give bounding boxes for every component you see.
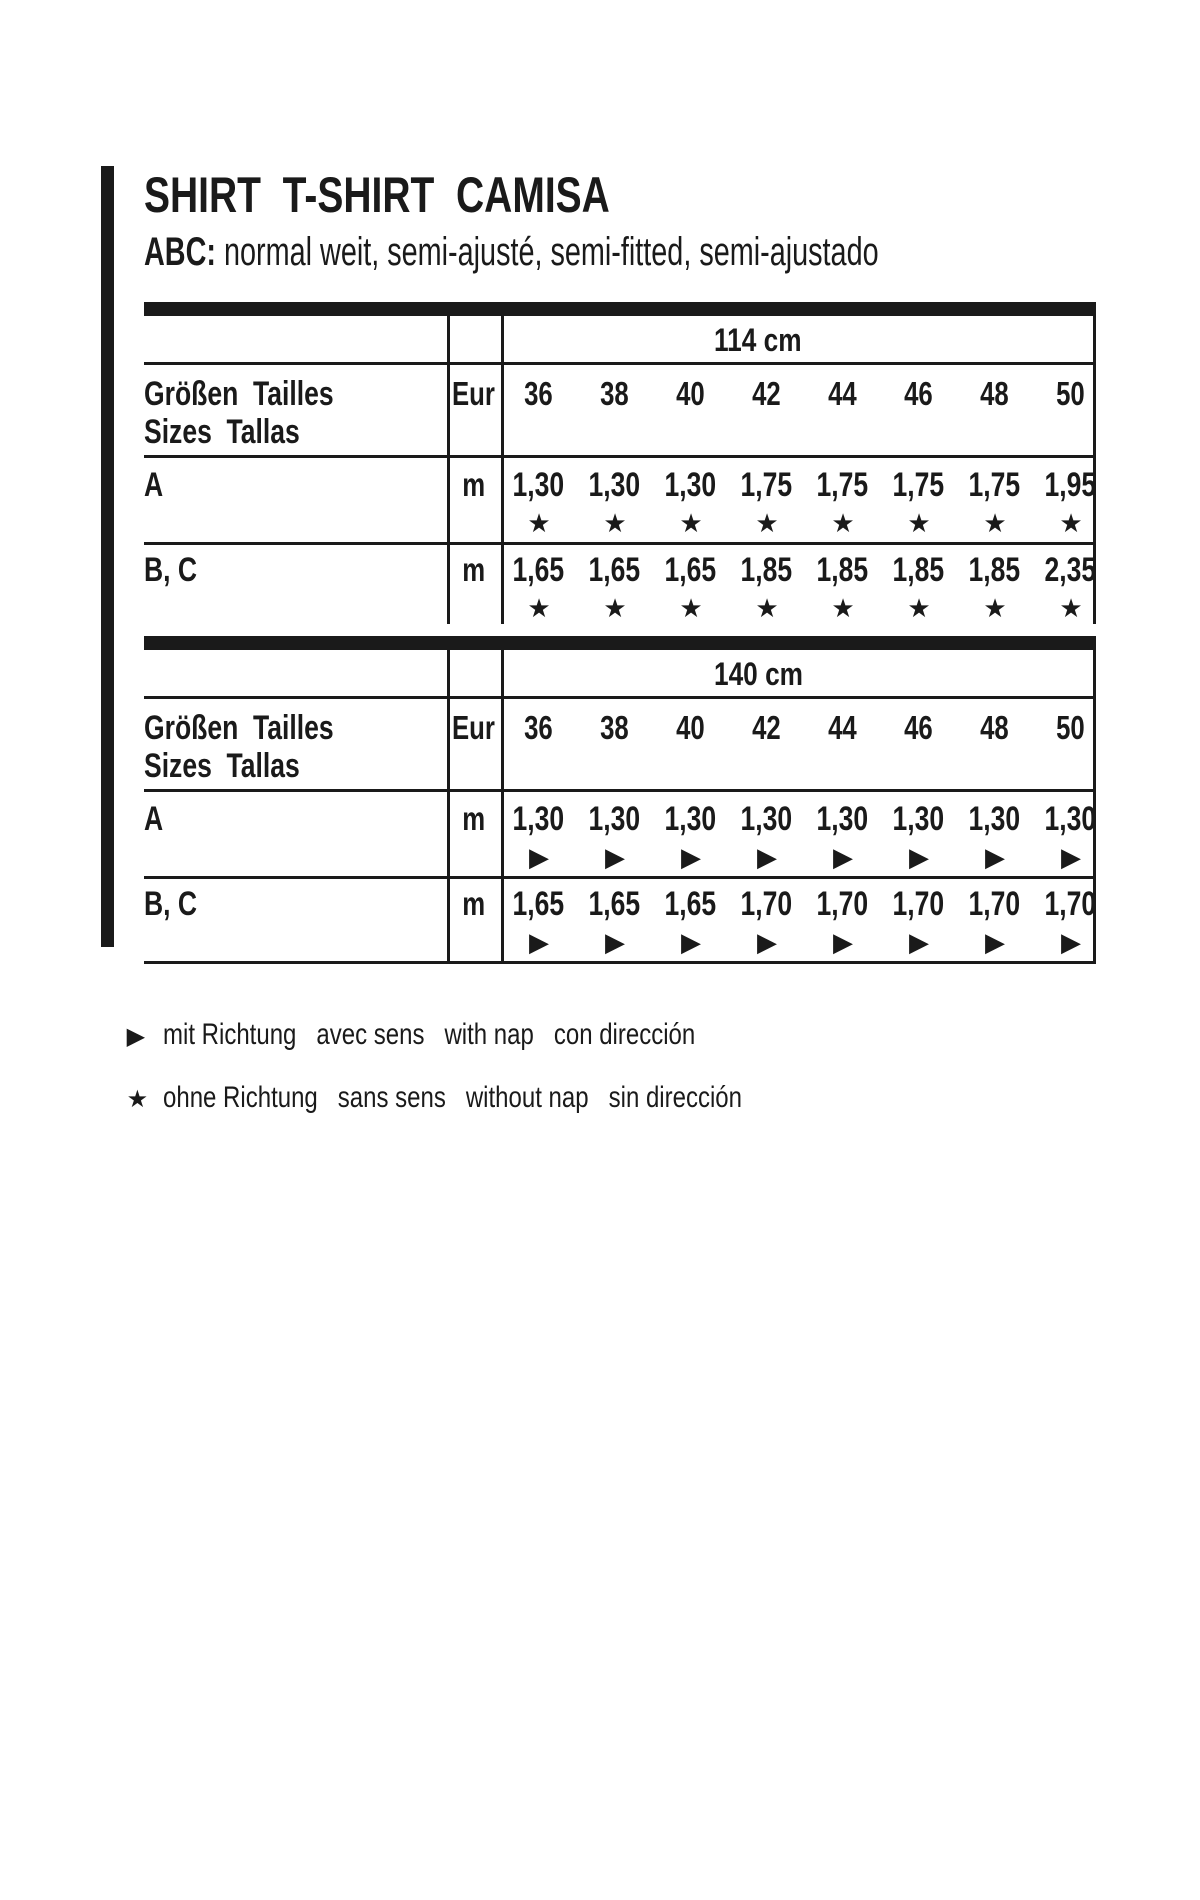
table-divider [501, 316, 504, 624]
subtitle-fit: normal weit, semi-ajusté, semi-fitted, semi-ajustado [215, 230, 879, 274]
yardage-value: 1,70 [892, 885, 945, 923]
yardage-value: 1,70 [968, 885, 1021, 923]
subtitle-views: ABC: [144, 230, 216, 274]
size-48: 48 [980, 709, 1009, 746]
yardage-value: 1,65 [588, 885, 641, 923]
yardage-table-114 [144, 302, 1096, 624]
yardage-value: 1,65 [664, 885, 717, 923]
size-label: Sizes Tallas [144, 413, 300, 451]
arrow-icon: ▶ [909, 842, 929, 872]
size-44: 44 [828, 709, 857, 746]
yardage-value: 1,70 [816, 885, 869, 923]
size-46: 46 [904, 375, 933, 412]
star-icon: ★ [983, 508, 1007, 538]
page-subtitle [144, 232, 879, 272]
unit-label: m [462, 800, 486, 837]
yardage-value: 1,30 [588, 466, 641, 504]
size-36: 36 [524, 375, 553, 412]
size-38: 38 [600, 709, 629, 746]
yardage-value: 1,30 [512, 466, 565, 504]
size-label: Größen Tailles [144, 375, 334, 413]
yardage-value: 1,70 [740, 885, 793, 923]
arrow-icon: ▶ [681, 842, 701, 872]
table-divider [447, 650, 450, 964]
size-50: 50 [1056, 375, 1085, 412]
yardage-value: 1,30 [1044, 800, 1097, 838]
table-top-rule [144, 636, 1096, 650]
table-rule [144, 362, 1096, 365]
size-36: 36 [524, 709, 553, 746]
size-system: Eur [452, 375, 495, 412]
arrow-icon: ▶ [681, 927, 701, 957]
unit-label: m [462, 466, 486, 503]
star-icon: ★ [1059, 593, 1083, 623]
legend-without-nap [110, 1053, 886, 1113]
arrow-icon: ▶ [985, 842, 1005, 872]
arrow-icon: ▶ [757, 927, 777, 957]
arrow-icon: ▶ [985, 927, 1005, 957]
yardage-value: 1,75 [968, 466, 1021, 504]
star-icon: ★ [907, 508, 931, 538]
yardage-value: 1,85 [892, 551, 945, 589]
fabric-width: 140 cm [714, 656, 803, 692]
yardage-value: 1,85 [816, 551, 869, 589]
yardage-value: 1,30 [664, 466, 717, 504]
star-icon: ★ [983, 593, 1007, 623]
yardage-value: 1,30 [588, 800, 641, 838]
size-40: 40 [676, 709, 705, 746]
size-42: 42 [752, 375, 781, 412]
size-40: 40 [676, 375, 705, 412]
star-icon: ★ [1059, 508, 1083, 538]
size-50: 50 [1056, 709, 1085, 746]
arrow-icon: ▶ [529, 927, 549, 957]
yardage-value: 1,85 [740, 551, 793, 589]
size-46: 46 [904, 709, 933, 746]
unit-label: m [462, 551, 486, 588]
size-48: 48 [980, 375, 1009, 412]
table-rule [144, 789, 1096, 792]
table-bottom-rule [144, 961, 1096, 964]
yardage-value: 1,65 [588, 551, 641, 589]
table-divider [447, 316, 450, 624]
arrow-icon: ▶ [605, 842, 625, 872]
view-label: B, C [144, 551, 198, 589]
arrow-icon: ▶ [1061, 842, 1081, 872]
size-44: 44 [828, 375, 857, 412]
table-rule [144, 876, 1096, 879]
accent-bar [101, 166, 114, 947]
yardage-value: 1,65 [664, 551, 717, 589]
yardage-value: 1,70 [1044, 885, 1097, 923]
star-icon: ★ [126, 1086, 149, 1113]
yardage-value: 1,30 [512, 800, 565, 838]
table-rule [144, 696, 1096, 699]
yardage-value: 1,30 [740, 800, 793, 838]
yardage-value: 1,85 [968, 551, 1021, 589]
yardage-value: 1,75 [740, 466, 793, 504]
size-42: 42 [752, 709, 781, 746]
star-icon: ★ [831, 593, 855, 623]
yardage-value: 1,65 [512, 885, 565, 923]
star-icon: ★ [527, 508, 551, 538]
arrow-icon: ▶ [605, 927, 625, 957]
table-rule [144, 455, 1096, 458]
fabric-width: 114 cm [714, 322, 802, 358]
yardage-value: 1,30 [892, 800, 945, 838]
yardage-value: 1,30 [664, 800, 717, 838]
legend-with-nap [110, 990, 828, 1050]
yardage-value: 1,30 [968, 800, 1021, 838]
yardage-value: 2,35 [1044, 551, 1097, 589]
yardage-value: 1,65 [512, 551, 565, 589]
star-icon: ★ [603, 508, 627, 538]
star-icon: ★ [755, 593, 779, 623]
view-label: A [144, 800, 164, 838]
star-icon: ★ [907, 593, 931, 623]
arrow-icon: ▶ [833, 927, 853, 957]
table-rule [144, 542, 1096, 545]
table-top-rule [144, 302, 1096, 316]
legend-without-nap-text: ohne Richtung sans sens without nap sin dirección [162, 1081, 742, 1114]
page-title: SHIRT T-SHIRT CAMISA [144, 167, 610, 223]
size-label: Größen Tailles [144, 709, 334, 747]
star-icon: ★ [831, 508, 855, 538]
size-label: Sizes Tallas [144, 747, 300, 785]
star-icon: ★ [679, 508, 703, 538]
legend-with-nap-text: mit Richtung avec sens with nap con dirección [162, 1018, 695, 1051]
star-icon: ★ [527, 593, 551, 623]
unit-label: m [462, 885, 486, 922]
star-icon: ★ [603, 593, 627, 623]
arrow-icon: ▶ [757, 842, 777, 872]
yardage-value: 1,75 [892, 466, 945, 504]
star-icon: ★ [755, 508, 779, 538]
arrow-icon: ▶ [909, 927, 929, 957]
view-label: B, C [144, 885, 198, 923]
yardage-value: 1,75 [816, 466, 869, 504]
arrow-icon: ▶ [126, 1023, 146, 1050]
yardage-value: 1,95 [1044, 466, 1097, 504]
size-38: 38 [600, 375, 629, 412]
size-system: Eur [452, 709, 495, 746]
arrow-icon: ▶ [529, 842, 549, 872]
yardage-value: 1,30 [816, 800, 869, 838]
arrow-icon: ▶ [833, 842, 853, 872]
yardage-table-140 [144, 636, 1096, 964]
table-divider [501, 650, 504, 964]
star-icon: ★ [679, 593, 703, 623]
arrow-icon: ▶ [1061, 927, 1081, 957]
view-label: A [144, 466, 164, 504]
